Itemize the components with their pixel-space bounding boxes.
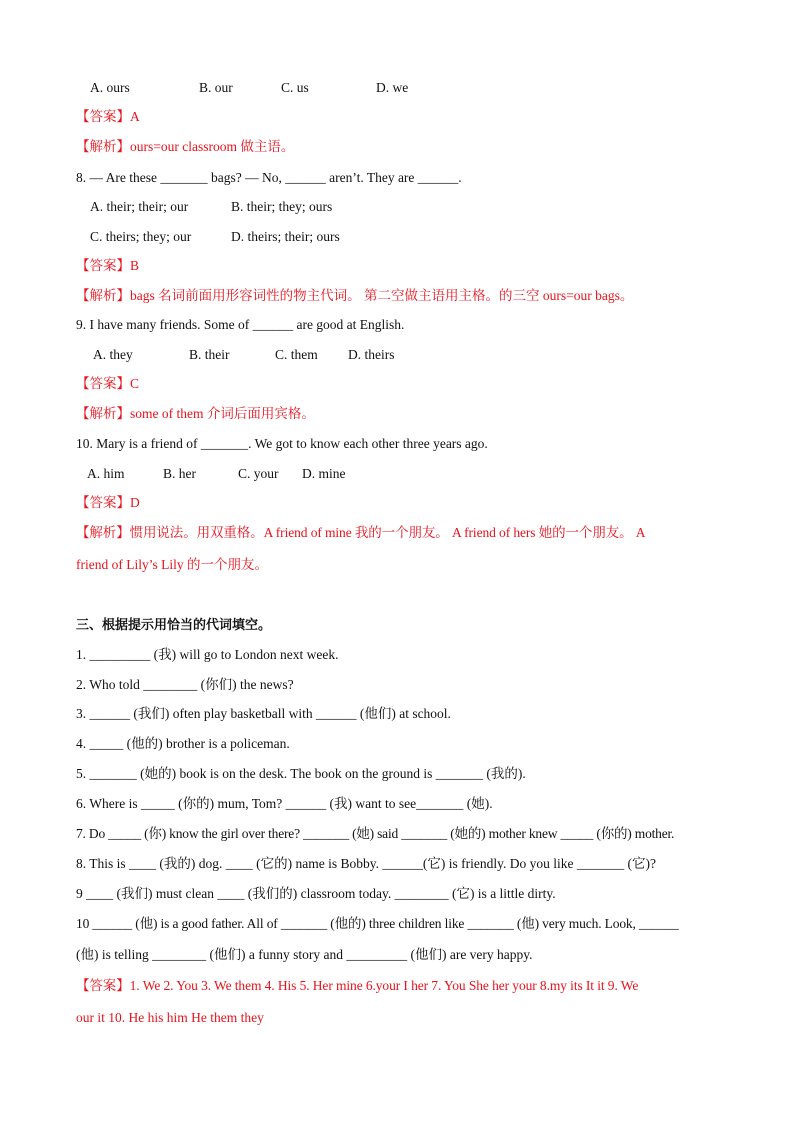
q10-stem: 10. Mary is a friend of _______. We got to know each other three years ago. <box>76 436 488 451</box>
q9-option-a: A. they <box>93 347 133 362</box>
fill-item-2: 2. Who told ________ (你们) the news? <box>76 677 294 692</box>
q8-option-b: B. their; they; ours <box>231 199 333 214</box>
section3-heading: 三、根据提示用恰当的代词填空。 <box>76 618 272 633</box>
q7-option-d: D. we <box>376 80 409 95</box>
fill-item-7: 7. Do _____ (你) know the girl over there? _______ (她) said _______ (她的) mother knew _____ (你的) mother. <box>76 826 675 841</box>
fill-item-8: 8. This is ____ (我的) dog. ____ (它的) name is Bobby. ______(它) is friendly. Do you like _______ (它)? <box>76 856 656 871</box>
q8-stem: 8. — Are these _______ bags? — No, ______ aren’t. They are ______. <box>76 170 462 185</box>
fill-item-6: 6. Where is _____ (你的) mum, Tom? ______ (我) want to see_______ (她). <box>76 796 493 811</box>
q9-option-d: D. theirs <box>348 347 395 362</box>
q8-analysis: 【解析】bags 名词前面用形容词性的物主代词。 第二空做主语用主格。的三空 ours=our bags。 <box>76 288 634 303</box>
q9-answer: 【答案】C <box>76 376 140 391</box>
q8-option-c: C. theirs; they; our <box>90 229 192 244</box>
q10-answer: 【答案】D <box>76 495 140 510</box>
q10-option-b: B. her <box>163 466 196 481</box>
section3-answer-line1: 【答案】1. We 2. You 3. We them 4. His 5. Her mine 6.your I her 7. You She her your 8.my its It it 9. We <box>76 978 639 993</box>
q8-option-a: A. their; their; our <box>90 199 189 214</box>
fill-item-10-line2: (他) is telling ________ (他们) a funny story and _________ (他们) are very happy. <box>76 947 533 962</box>
q8-option-d: D. theirs; their; ours <box>231 229 340 244</box>
q9-analysis: 【解析】some of them 介词后面用宾格。 <box>76 406 315 421</box>
q10-option-a: A. him <box>87 466 125 481</box>
q8-answer: 【答案】B <box>76 258 140 273</box>
q10-analysis-line1: 【解析】惯用说法。用双重格。A friend of mine 我的一个朋友。 A friend of hers 她的一个朋友。 A <box>76 525 646 540</box>
fill-item-10-line1: 10 ______ (他) is a good father. All of _______ (他的) three children like _______ (他) very much. Look, ______ <box>76 916 679 931</box>
q10-analysis-line2: friend of Lily’s Lily 的一个朋友。 <box>76 557 268 572</box>
q9-option-b: B. their <box>189 347 230 362</box>
q9-option-c: C. them <box>275 347 318 362</box>
fill-item-9: 9 ____ (我们) must clean ____ (我们的) classroom today. ________ (它) is a little dirty. <box>76 886 556 901</box>
fill-item-5: 5. _______ (她的) book is on the desk. The book on the ground is _______ (我的). <box>76 766 526 781</box>
q7-analysis: 【解析】ours=our classroom 做主语。 <box>76 139 295 154</box>
q7-option-a: A. ours <box>90 80 130 95</box>
q10-option-d: D. mine <box>302 466 346 481</box>
q7-option-b: B. our <box>199 80 233 95</box>
fill-item-1: 1. _________ (我) will go to London next week. <box>76 647 339 662</box>
section3-answer-line2: our it 10. He his him He them they <box>76 1010 264 1025</box>
q7-answer: 【答案】A <box>76 109 140 124</box>
q9-stem: 9. I have many friends. Some of ______ are good at English. <box>76 317 405 332</box>
q10-option-c: C. your <box>238 466 279 481</box>
q7-option-c: C. us <box>281 80 309 95</box>
fill-item-4: 4. _____ (他的) brother is a policeman. <box>76 736 290 751</box>
fill-item-3: 3. ______ (我们) often play basketball with ______ (他们) at school. <box>76 706 451 721</box>
